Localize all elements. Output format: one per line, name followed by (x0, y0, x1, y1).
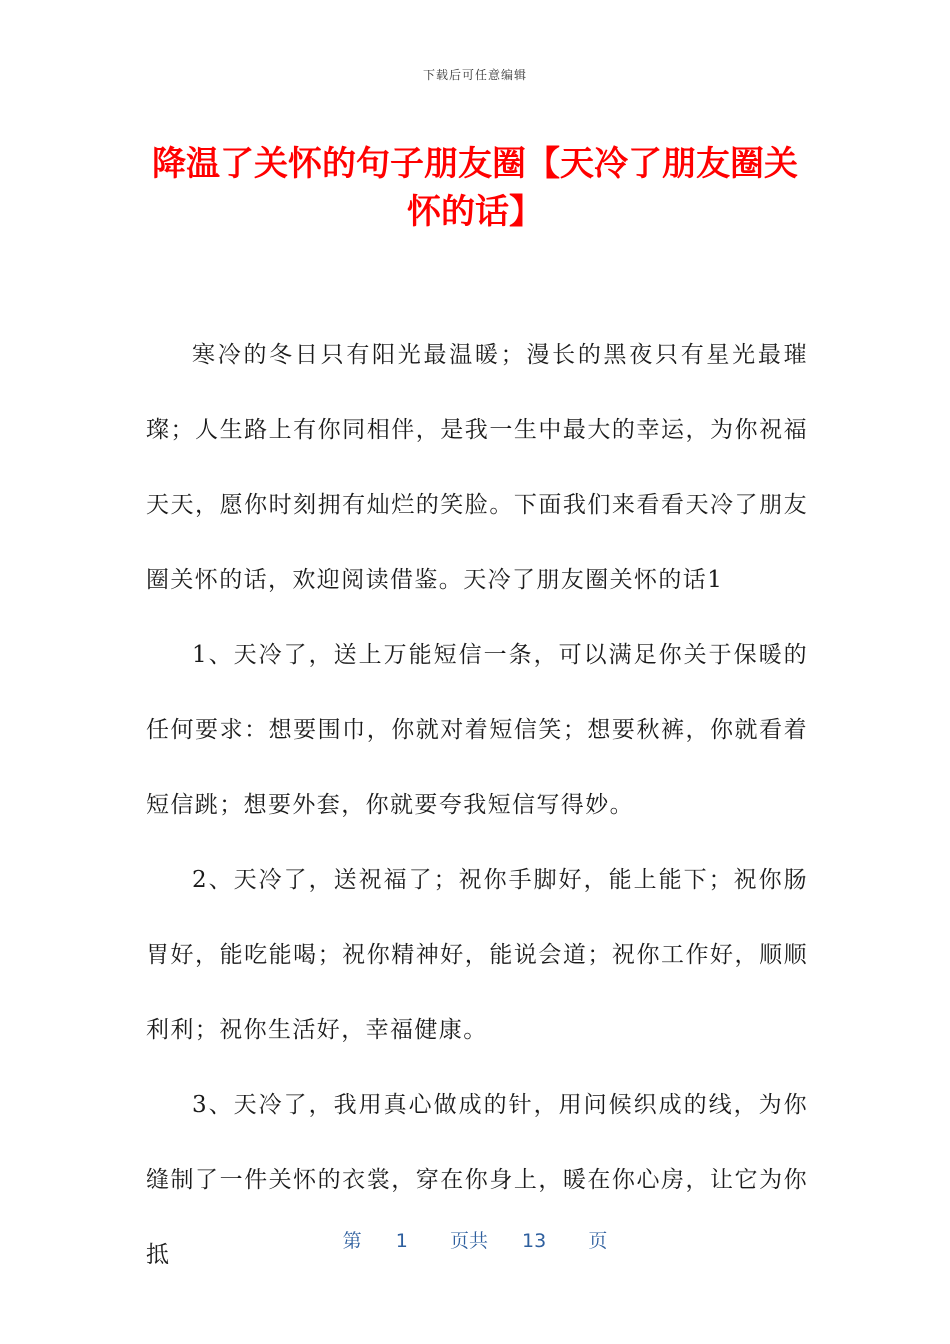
paragraph-intro: 寒冷的冬日只有阳光最温暖；漫长的黑夜只有星光最璀璨；人生路上有你同相伴，是我一生中最大的幸运，为你祝福天天，愿你时刻拥有灿烂的笑脸。下面我们来看看天冷了朋友圈关怀的话，欢迎阅读借鉴。天冷了朋友圈关怀的话1 (146, 342, 808, 593)
document-title: 降温了关怀的句子朋友圈【天冷了朋友圈关怀的话】 (152, 144, 798, 232)
paragraph-item-3: 3、天冷了，我用真心做成的针，用问候织成的线，为你缝制了一件关怀的衣裳，穿在你身上，暖在你心房，让它为你抵 (146, 1092, 808, 1268)
total-pages: 13 (522, 1230, 547, 1252)
paragraph-item-2: 2、天冷了，送祝福了；祝你手脚好，能上能下；祝你肠胃好，能吃能喝；祝你精神好，能说会道；祝你工作好，顺顺利利；祝你生活好，幸福健康。 (146, 867, 808, 1043)
document-body (146, 318, 808, 1293)
page-suffix: 页 (588, 1230, 608, 1252)
page-prefix: 第 (342, 1230, 362, 1252)
page-mid: 页共 (449, 1230, 488, 1252)
page-footer (0, 1226, 950, 1253)
paragraph-item-1: 1、天冷了，送上万能短信一条，可以满足你关于保暖的任何要求：想要围巾，你就对着短信笑；想要秋裤，你就看着短信跳；想要外套，你就要夸我短信写得妙。 (146, 642, 808, 818)
header-note: 下载后可任意编辑 (422, 68, 527, 82)
page-number: 1 (395, 1230, 408, 1252)
